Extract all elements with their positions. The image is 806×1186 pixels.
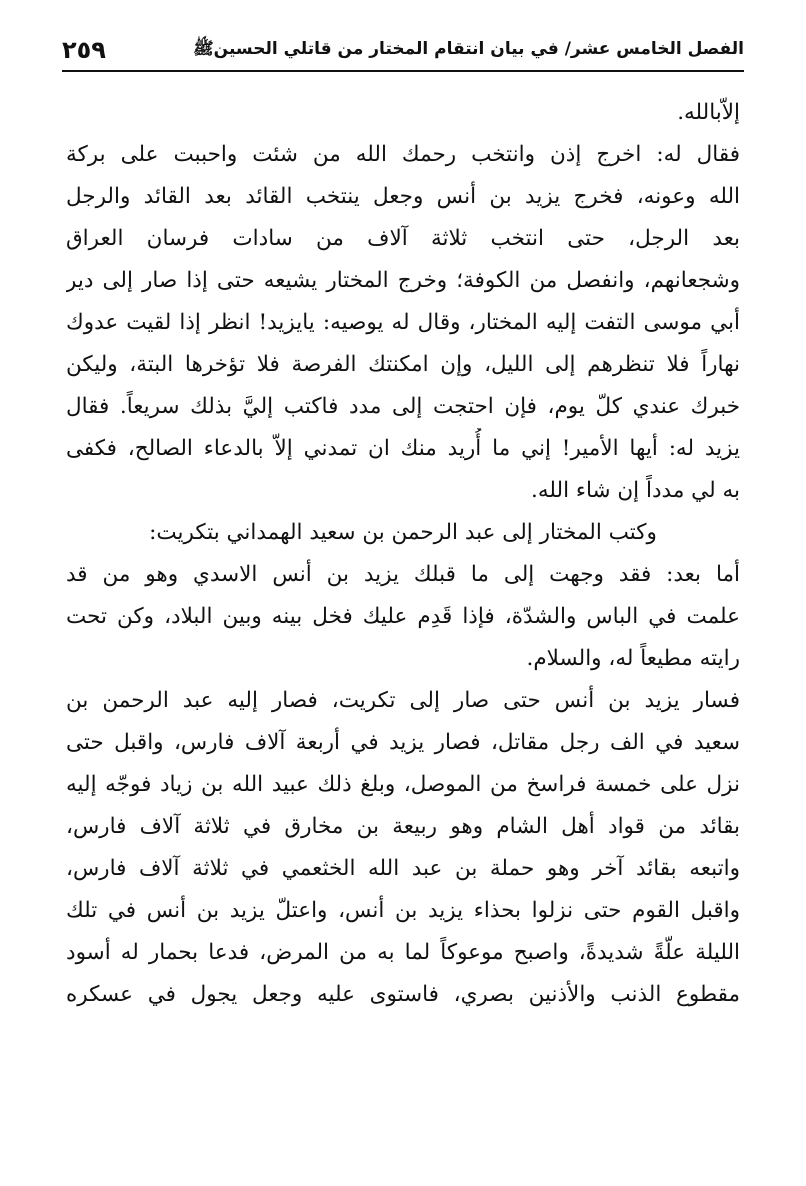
running-header: [62, 30, 744, 70]
text-line: أما بعد: فقد وجهت إلى ما قبلك يزيد بن أنس الاسدي وهو من قد: [66, 562, 740, 587]
text-line: علمت في الباس والشدّة، فإذا قَدِم عليك فخل بينه وبين البلاد، وكن تحت: [66, 604, 740, 629]
chapter-title: [193, 38, 744, 63]
text-line: بعد الرجل، حتى انتخب ثلاثة آلاف من سادات فرسان العراق: [66, 226, 740, 251]
text-line: نزل على خمسة فراسخ من الموصل، وبلغ ذلك عبيد الله بن زياد فوجّه إليه: [66, 772, 740, 797]
text-line: فسار يزيد بن أنس حتى صار إلى تكريت، فصار إليه عبد الرحمن بن: [66, 688, 740, 713]
paragraph: [66, 680, 740, 1016]
paragraph: [66, 512, 740, 554]
text-line: وكتب المختار إلى عبد الرحمن بن سعيد الهمداني بتكريت:: [149, 520, 657, 545]
text-line: سعيد في الف رجل مقاتل، فصار يزيد في أربعة آلاف فارس، واقبل حتى: [66, 730, 740, 755]
text-line: مقطوع الذنب والأذنين بصري، فاستوى عليه وجعل يجول في عسكره: [66, 982, 740, 1007]
body-text: [66, 92, 740, 1016]
paragraph: [66, 554, 740, 680]
honorific-glyph: ﷺ: [193, 38, 214, 59]
header-rule: [62, 70, 744, 72]
paragraph: [66, 134, 740, 512]
text-line: يزيد له: أيها الأمير! إني ما أُريد منك ان تمدني إلاّ بالدعاء الصالح، فكفى: [66, 436, 740, 461]
text-line: رايته مطيعاً له، والسلام.: [526, 646, 740, 671]
text-line: أبي موسى التفت إليه المختار، وقال له يوصيه: يايزيد! انظر إذا لقيت عدوك: [66, 310, 740, 335]
text-line: واقبل القوم حتى نزلوا بحذاء يزيد بن أنس، واعتلّ يزيد بن أنس في تلك: [66, 898, 740, 923]
text-line: وشجعانهم، وانفصل من الكوفة؛ وخرج المختار يشيعه حتى إذا صار إلى دير: [66, 268, 740, 293]
text-line: نهاراً فلا تنظرهم إلى الليل، وإن امكنتك الفرصة فلا تؤخرها البتة، وليكن: [66, 352, 740, 377]
text-line: به لي مدداً إن شاء الله.: [531, 478, 740, 503]
paragraph: [66, 92, 740, 134]
text-line: إلاّبالله.: [677, 100, 740, 125]
text-line: الله وعونه، فخرج يزيد بن أنس وجعل ينتخب القائد بعد القائد والرجل: [66, 184, 740, 209]
text-line: خبرك عندي كلّ يوم، فإن احتجت إلى مدد فاكتب إليَّ بذلك سريعاً. فقال: [66, 394, 740, 419]
text-line: بقائد من قواد أهل الشام وهو ربيعة بن مخارق في ثلاثة آلاف فارس،: [66, 814, 740, 839]
page-number: ٢٥٩: [62, 36, 106, 64]
text-line: واتبعه بقائد آخر وهو حملة بن عبد الله الخثعمي في ثلاثة آلاف فارس،: [66, 856, 740, 881]
chapter-title-text: الفصل الخامس عشر/ في بيان انتقام المختار من قاتلي الحسين: [213, 38, 744, 59]
text-line: الليلة علّةً شديدةً، واصبح موعوكاً لما به من المرض، فدعا بحمار له أسود: [66, 940, 740, 965]
text-line: فقال له: اخرج إذن وانتخب رحمك الله من شئت واحببت على بركة: [66, 142, 740, 167]
